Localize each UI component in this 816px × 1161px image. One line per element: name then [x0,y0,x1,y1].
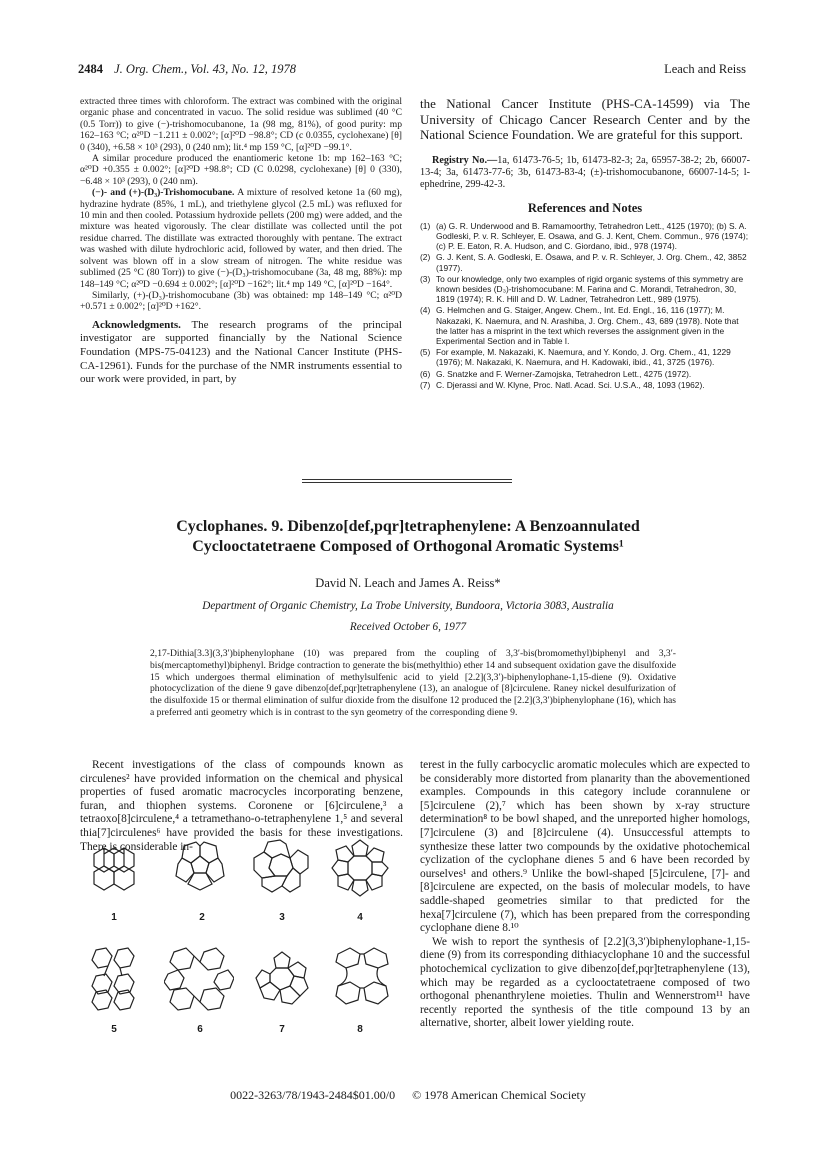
article-authors: David N. Leach and James A. Reiss* [315,576,501,590]
registry-heading: Registry No.— [432,154,498,166]
running-head [78,62,746,80]
article-code: 0022-3263/78/1943-2484$01.00/0 [230,1088,396,1102]
structure-2-drawing [172,838,228,894]
experimental-paragraph: A similar procedure produced the enantiomeric ketone 1b: mp 162–163 °C; α²⁰D +0.355 ± 0.002°; [α]²⁰D +98.8°; CD (C 0.0298, cyclohexane) [θ] 0 (330), −6.48 × 10³ (293), 0 (240 nm). [80,153,402,187]
page-number: 2484 [78,62,103,76]
reference-item [420,347,750,367]
reference-number: (1) [420,220,431,231]
references-list [420,221,750,390]
experimental-paragraph: Similarly, (+)-(D₃)-trishomocubane (3b) was obtained: mp 148–149 °C; α²⁰D +0.571 ± 0.002°; [α]²⁰D +162°. [80,289,402,313]
structure-1-drawing [84,840,144,900]
received-date: Received October 6, 1977 [349,621,467,633]
running-head-authors: Leach and Reiss [664,62,746,76]
experimental-paragraph [80,187,402,290]
references-heading: References and Notes [527,201,643,216]
reference-item [420,252,750,272]
body-paragraph: We wish to report the synthesis of [2.2](3,3′)biphenylophane-1,15-diene (9) from its corresponding dithiacyclophane 10 and the successful photochemical cyclization to give dibenzo[def,pqr]tetraphenylene (13), which may be regarded as a cyclooctatetraene composed of two orthogonal phenanthrylene moieties. Thulin and Wennerstrom¹¹ have recently reported the synthesis of the title compound 13 by an alternative, shorter, albeit lower yielding route. [420,935,750,1030]
structure-label: 7 [279,1024,285,1035]
reference-text: For example, M. Nakazaki, K. Naemura, and Y. Kondo, J. Org. Chem., 41, 1229 (1976); M. Nakazaki, K. Naemura, and H. Kadowaki, ibid., 41, 3725 (1976). [436,347,731,368]
structure-label: 5 [111,1024,117,1035]
experimental-column [80,96,402,387]
reference-number: (5) [420,347,431,358]
reference-item [420,274,750,305]
structure-8-drawing [330,946,394,1008]
acknowledgments-continued: the National Cancer Institute (PHS-CA-14599) via The University of Chicago Cancer Research Center and by the National Science Foundation. We are grateful for this support. [420,96,750,143]
reference-number: (2) [420,252,431,263]
reference-number: (4) [420,305,431,316]
structure-label: 8 [357,1024,363,1035]
body-paragraph: terest in the fully carbocyclic aromatic molecules which are expected to be considerably more distorted from planarity than the abovementioned examples. Compounds in this category include corannulene or [5]circulene (2),⁷ which has been shown by x-ray structure determination⁸ to be bowl shaped, and the unreported higher homologs, [7]circulene (3) and [8]circulene (4). Unsuccessful attempts to synthesize these latter two compounds by the oxidative photochemical cyclization of the cyclophane dienes 5 and 6 have been recorded by ourselves¹ and others.⁹ Unlike the bowl-shaped [5]circulene, [7]- and [8]circulene are expected, on the basis of molecular models, to have saddle-shaped geometries similar to that predicted for the hexa[7]circulene (7), which has been prepared from the corresponding cyclophane diene 8.¹⁰ [420,759,750,935]
section-run-in-heading: (−)- and (+)-(D₃)-Trishomocubane. [92,187,235,199]
copyright-notice: © 1978 American Chemical Society [412,1088,586,1102]
author-affiliation: Department of Organic Chemistry, La Trobe University, Bundoora, Victoria 3083, Australia [202,600,614,612]
reference-item [420,369,750,379]
article-divider-rule [302,482,512,483]
acknowledgments-heading: Acknowledgments. [92,318,181,331]
article-divider-rule [302,479,512,480]
running-head-left [78,62,296,77]
structure-label: 6 [197,1024,203,1035]
structure-label: 3 [279,912,285,923]
structure-7-drawing [254,950,310,1006]
structure-label: 2 [199,912,205,923]
page-footer [0,1088,816,1103]
structure-3-drawing [252,838,310,896]
experimental-paragraph: extracted three times with chloroform. The extract was combined with the original organic phase and concentrated in vacuo. The solid residue was sublimed (40 °C (0.5 Torr)) to give (−)-trishomocubanone, 1a (98 mg, 81%), of good purity: mp 162–163 °C; α²⁰D −1.211 ± 0.002°; [α]²⁰D −98.8°; CD (c 0.0355, cyclohexane) [θ] 0 (340), +6.58 × 10³ (293), 0 (240 nm); lit.⁴ mp 159 °C, [α]²⁰D −99.1°. [80,96,402,153]
structure-4-drawing [330,838,390,898]
reference-text: G. Snatzke and F. Werner-Zamojska, Tetrahedron Lett., 4275 (1972). [436,368,692,379]
paragraph-text: A mixture of resolved ketone 1a (60 mg), hydrazine hydrate (85%, 1 mL), and triethylene glycol (2.5 mL) was refluxed for 10 min and then cooled. Potassium hydroxide pellets (200 mg) were added, and the mixture was heated vigorously. The clear distillate was collected until the pot residue charred. The distillate was extracted thoroughly with pentane. The extract was washed with dilute hydrochloric acid, followed by water, and then dried. The solvent was blown off in a slow stream of nitrogen. The white residue was sublimed (25 °C (80 Torr)) to give (−)-(D₃)-trishomocubane (3a, 48 mg, 88%): mp 148–149 °C; α²⁰D −0.694 ± 0.002°; [α]²⁰D −162°; lit.⁴ mp 149 °C, [α]²⁰D −164°. [80,187,402,290]
reference-text: (a) G. R. Underwood and B. Ramamoorthy, Tetrahedron Lett., 4125 (1970); (b) S. A. Godleski, P. v. R. Schleyer, E. Osawa, and G. J. Kent, Chem. Commun., 976 (1974); (c) P. E. Eaton, R. A. Hudson, and C. Giordano, ibid., 978 (1974). [436,220,749,252]
body-column-right [420,759,750,1031]
notes-column [420,96,750,391]
article-title-line: Cyclophanes. 9. Dibenzo[def,pqr]tetraphenylene: A Benzoannulated [176,518,640,535]
acknowledgments-text: The research programs of the principal investigator are supported financially by the National Science Foundation (MPS-75-04123) and the National Cancer Institute (PHS-CA-12961). Funds for the purchase of the NMR instruments essential to our work were provided, in part, by [80,318,402,386]
structures-figure [82,838,402,1048]
registry-text: 1a, 61473-76-5; 1b, 61473-82-3; 2a, 65957-38-2; 2b, 66007-13-4; 3a, 61473-77-6; 3b, 61473-83-4; (±)-trishomocubanone, 66007-14-5; l-ephedrine, 299-42-3. [420,154,750,191]
reference-number: (6) [420,368,431,379]
journal-citation: J. Org. Chem., Vol. 43, No. 12, 1978 [114,62,296,76]
acknowledgments [80,319,402,387]
abstract: 2,17-Dithia[3.3](3,3′)biphenylophane (10) was prepared from the coupling of 3,3′-bis(bromomethyl)biphenyl and 3,3′-bis(mercaptomethyl)biphenyl. Bridge contraction to generate the bis(methylthio) ether 14 and subsequent oxidation gave the disulfoxide 15 which undergoes thermal elimination of methylsulfenic acid to yield [2.2](3,3′)-biphenylophane-1,15-diene (9). Oxidative photocyclization of the diene 9 gave dibenzo[def,pqr]tetraphenylene (13), an analogue of [8]circulene. Raney nickel desulfurization of the disulfoxide 15 or thermal elimination of sulfur dioxide from the disulfone 12 produced the [2.2](3,3′)biphenylophane (16), which has a preferred anti geometry which is in contrast to the syn geometry of the corresponding diene 9. [150,648,676,718]
structure-6-drawing [164,946,234,1012]
reference-number: (3) [420,273,431,284]
reference-item [420,380,750,390]
reference-text: C. Djerassi and W. Klyne, Proc. Natl. Acad. Sci. U.S.A., 48, 1093 (1962). [436,379,705,390]
body-paragraph: Recent investigations of the class of compounds known as circulenes² have provided information on the chemical and physical properties of fused aromatic macrocycles incorporating benzene, furan, and thiophen systems. Coronene or [6]circulene,³ a tetraoxo[8]circulene,⁴ a tetramethano-o-tetraphenylene 1,⁵ and several thia[7]circulenes⁶ have provided the basis for these investigations. There is considerable in- [80,759,403,853]
reference-item [420,305,750,346]
structure-label: 4 [357,912,363,923]
registry-numbers [420,155,750,192]
reference-text: G. Helmchen and G. Staiger, Angew. Chem., Int. Ed. Engl., 16, 116 (1977); M. Nakazaki, K. Naemura, and N. Arashiba, J. Org. Chem., 43, 689 (1978). Note that the latter has a misprint in the text which reverses the assignment given in the Experimental Section and in Table I. [436,305,739,347]
structure-label: 1 [111,912,117,923]
reference-text: G. J. Kent, S. A. Godleski, E. Ōsawa, and P. v. R. Schleyer, J. Org. Chem., 42, 3852 (1977). [436,252,747,273]
article-title [60,517,756,557]
article-title-line: Cyclooctatetraene Composed of Orthogonal Aromatic Systems¹ [192,538,624,555]
structure-5-drawing [82,946,144,1012]
reference-number: (7) [420,379,431,390]
reference-item [420,221,750,252]
reference-text: To our knowledge, only two examples of rigid organic systems of this symmetry are known besides (D₃)-trishomocubane: M. Farina and C. Morandi, Tetrahedron, 30, 1819 (1974); R. K. Hill and D. W. Ladner, Tetrahedron Lett., 989 (1975). [436,273,744,305]
